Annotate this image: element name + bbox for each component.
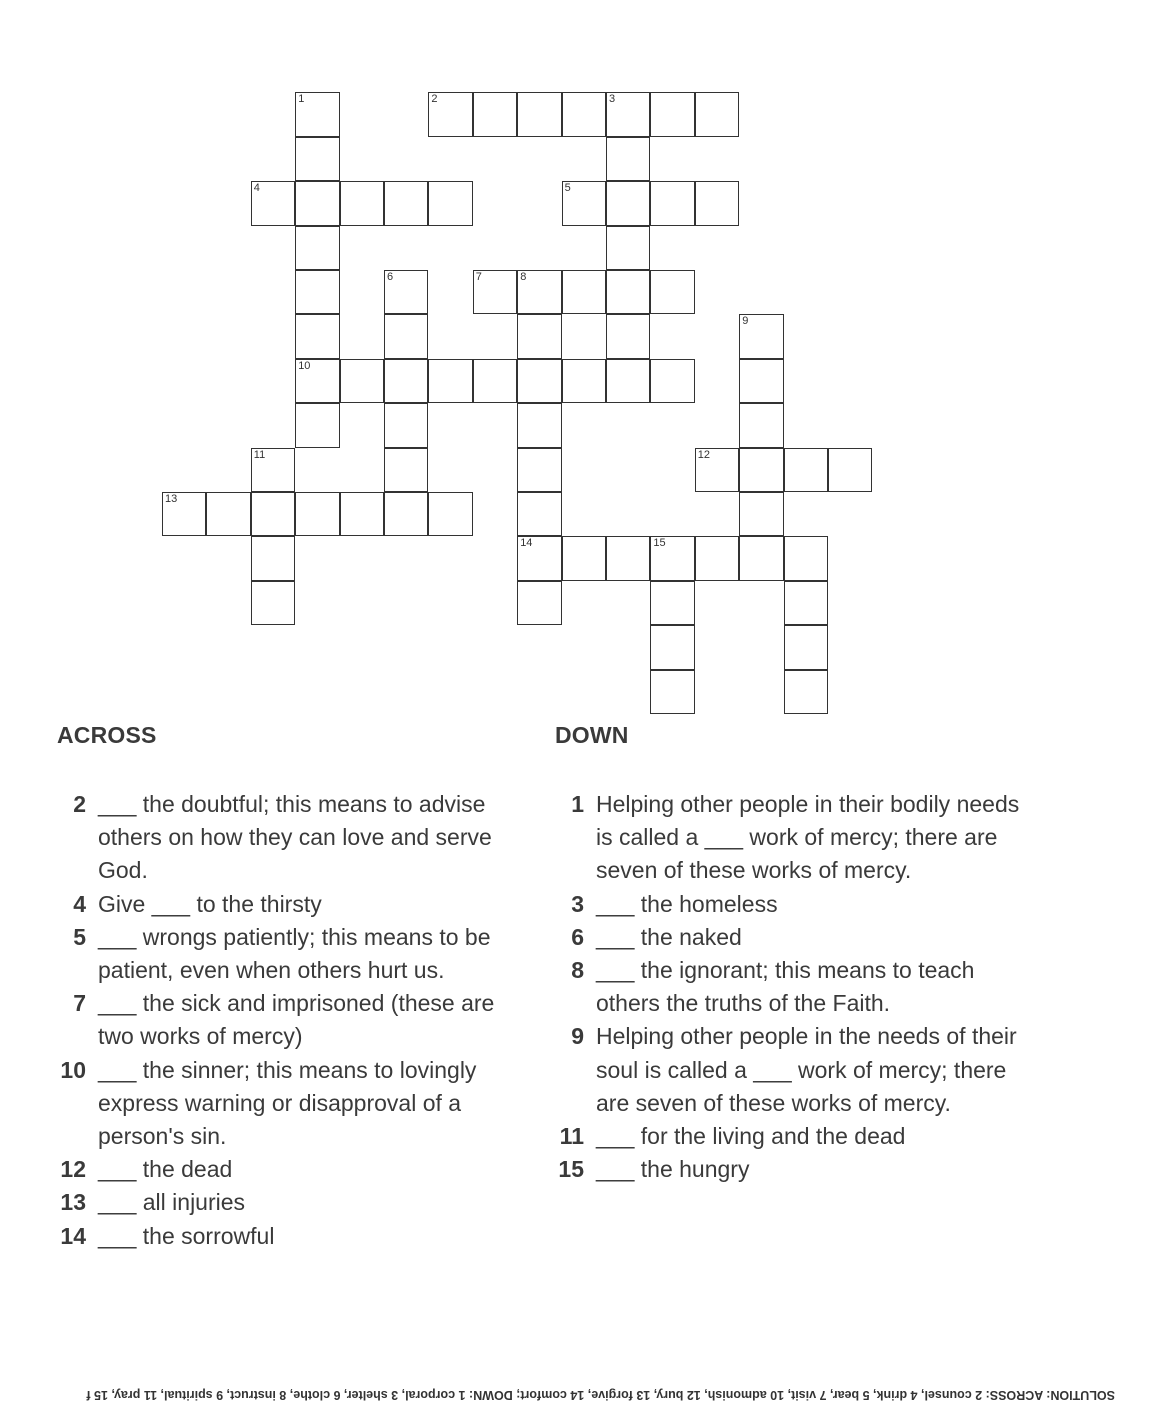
grid-cell[interactable] — [428, 181, 472, 225]
grid-cell[interactable] — [295, 226, 339, 270]
grid-cell[interactable] — [650, 181, 694, 225]
grid-cell[interactable] — [384, 448, 428, 492]
grid-cell[interactable] — [428, 359, 472, 403]
grid-cell[interactable] — [739, 448, 783, 492]
grid-cell[interactable] — [206, 492, 250, 536]
down-clue — [554, 954, 1024, 1020]
grid-cell[interactable] — [606, 536, 650, 580]
grid-cell[interactable] — [517, 270, 561, 314]
grid-cell[interactable] — [650, 581, 694, 625]
down-heading: DOWN — [555, 722, 629, 748]
cell-number: 11 — [253, 448, 266, 461]
cell-number: 4 — [253, 182, 260, 195]
across-clue — [56, 1186, 516, 1219]
solution-key: SOLUTION: ACROSS: 2 counsel, 4 drink, 5 bear, 7 visit, 10 admonish, 12 bury, 13 forgive, 14 comfort; DOWN: 1 corporal, 3 shelter, 6 clothe, 8 instruct, 9 spiritual, 11 pray, 15 f — [86, 1388, 1115, 1402]
clue-text: ___ the sinner; this means to lovingly express warning or disapproval of a person's sin. — [98, 1056, 477, 1150]
clue-number: 5 — [73, 923, 86, 950]
cell-number: 15 — [653, 537, 666, 550]
crossword-grid — [0, 0, 1161, 700]
clue-number: 2 — [73, 791, 86, 817]
grid-cell[interactable] — [739, 492, 783, 536]
grid-cell[interactable] — [650, 270, 694, 314]
grid-cell[interactable] — [606, 137, 650, 181]
across-clue — [56, 987, 516, 1053]
across-clue — [56, 788, 516, 888]
across-clue — [56, 1054, 516, 1154]
clue-number: 1 — [571, 791, 584, 817]
grid-cell[interactable] — [784, 625, 828, 669]
grid-cell[interactable] — [340, 492, 384, 536]
clue-text: ___ the homeless — [596, 890, 778, 917]
cell-number: 2 — [431, 93, 438, 106]
cell-number: 1 — [298, 93, 305, 106]
grid-cell[interactable] — [384, 270, 428, 314]
across-clue — [56, 921, 516, 987]
grid-cell[interactable] — [384, 403, 428, 447]
clue-text: ___ the doubtful; this means to advise others on how they can love and serve God. — [98, 791, 492, 884]
clue-text: Give ___ to the thirsty — [98, 890, 322, 917]
cell-number: 6 — [387, 271, 394, 283]
grid-cell[interactable] — [650, 92, 694, 136]
grid-cell[interactable] — [739, 314, 783, 358]
grid-cell[interactable] — [251, 448, 295, 492]
grid-cell[interactable] — [251, 536, 295, 580]
cell-number: 3 — [609, 93, 616, 106]
clue-number: 12 — [60, 1156, 86, 1183]
grid-cell[interactable] — [650, 670, 694, 714]
across-clue — [56, 1153, 516, 1186]
grid-cell[interactable] — [251, 581, 295, 625]
cell-number: 10 — [298, 359, 311, 372]
clue-text: ___ for the living and the dead — [596, 1123, 906, 1150]
clue-text: ___ the hungry — [596, 1156, 750, 1183]
grid-cell[interactable] — [695, 92, 739, 136]
grid-cell[interactable] — [517, 92, 561, 136]
grid-cell[interactable] — [695, 536, 739, 580]
grid-cell[interactable] — [784, 670, 828, 714]
grid-cell[interactable] — [695, 181, 739, 225]
grid-cell[interactable] — [784, 448, 828, 492]
clue-number: 10 — [60, 1056, 86, 1083]
clue-text: ___ wrongs patiently; this means to be patient, even when others hurt us. — [98, 923, 491, 984]
grid-cell[interactable] — [517, 581, 561, 625]
down-clue-list — [554, 788, 1024, 1186]
clue-number: 7 — [73, 990, 86, 1017]
across-clue — [56, 1220, 516, 1253]
clue-number: 4 — [73, 890, 86, 917]
grid-cell[interactable] — [739, 403, 783, 447]
grid-cell[interactable] — [739, 359, 783, 403]
clue-number: 15 — [558, 1156, 584, 1183]
clue-text: ___ the ignorant; this means to teach others the truths of the Faith. — [596, 957, 975, 1017]
grid-cell[interactable] — [384, 181, 428, 225]
down-clue — [554, 921, 1024, 954]
cell-number: 13 — [165, 493, 178, 505]
across-heading: ACROSS — [57, 722, 157, 748]
cell-number: 14 — [520, 537, 533, 550]
grid-cell[interactable] — [650, 536, 694, 580]
grid-cell[interactable] — [251, 181, 295, 225]
grid-cell[interactable] — [562, 181, 606, 225]
grid-cell[interactable] — [295, 403, 339, 447]
across-clue-list — [56, 788, 516, 1253]
clue-text: ___ all injuries — [98, 1189, 246, 1216]
grid-cell[interactable] — [428, 492, 472, 536]
grid-cell[interactable] — [295, 181, 339, 225]
grid-cell[interactable] — [295, 137, 339, 181]
down-clue — [554, 788, 1024, 888]
grid-cell[interactable] — [562, 359, 606, 403]
grid-cell[interactable] — [562, 270, 606, 314]
grid-cell[interactable] — [295, 492, 339, 536]
grid-cell[interactable] — [473, 270, 517, 314]
grid-cell[interactable] — [340, 359, 384, 403]
grid-cell[interactable] — [517, 536, 561, 580]
clue-text: Helping other people in the needs of their soul is called a ___ work of mercy; there are seven of these works of mercy. — [596, 1023, 1017, 1116]
grid-cell[interactable] — [340, 181, 384, 225]
grid-cell[interactable] — [650, 625, 694, 669]
clue-number: 8 — [571, 957, 584, 984]
grid-cell[interactable] — [562, 536, 606, 580]
grid-cell[interactable] — [384, 359, 428, 403]
grid-cell[interactable] — [517, 359, 561, 403]
clue-text: ___ the dead — [98, 1156, 233, 1183]
cell-number: 5 — [564, 182, 571, 195]
grid-cell[interactable] — [739, 536, 783, 580]
grid-cell[interactable] — [784, 536, 828, 580]
cell-number: 9 — [742, 315, 749, 328]
cell-number: 8 — [520, 271, 527, 283]
grid-cell[interactable] — [828, 448, 872, 492]
grid-cell[interactable] — [162, 492, 206, 536]
grid-cell[interactable] — [606, 181, 650, 225]
grid-cell[interactable] — [251, 492, 295, 536]
clue-number: 3 — [571, 890, 584, 917]
grid-cell[interactable] — [606, 92, 650, 136]
clue-number: 11 — [559, 1123, 584, 1150]
grid-cell[interactable] — [295, 92, 339, 136]
down-clue — [554, 1153, 1024, 1186]
grid-cell[interactable] — [295, 359, 339, 403]
down-clue — [554, 1020, 1024, 1120]
down-clue — [554, 1120, 1024, 1153]
clue-number: 13 — [60, 1189, 86, 1216]
grid-cell[interactable] — [384, 492, 428, 536]
grid-cell[interactable] — [295, 270, 339, 314]
grid-cell[interactable] — [784, 581, 828, 625]
grid-cell[interactable] — [473, 92, 517, 136]
grid-cell[interactable] — [517, 403, 561, 447]
across-clue — [56, 888, 516, 921]
clue-number: 9 — [571, 1023, 584, 1050]
grid-cell[interactable] — [606, 270, 650, 314]
clue-number: 14 — [60, 1222, 86, 1249]
down-clue — [554, 888, 1024, 921]
grid-cell[interactable] — [517, 492, 561, 536]
clue-text: ___ the sorrowful — [98, 1222, 275, 1249]
grid-cell[interactable] — [562, 92, 606, 136]
grid-cell[interactable] — [428, 92, 472, 136]
grid-cell[interactable] — [384, 314, 428, 358]
grid-cell[interactable] — [650, 359, 694, 403]
cell-number: 12 — [697, 448, 711, 461]
clue-number: 6 — [571, 923, 584, 950]
grid-cell[interactable] — [606, 359, 650, 403]
grid-cell[interactable] — [695, 448, 739, 492]
grid-cell[interactable] — [473, 359, 517, 403]
grid-cell[interactable] — [295, 314, 339, 358]
grid-cell[interactable] — [517, 448, 561, 492]
cell-number: 7 — [475, 271, 482, 283]
clue-text: ___ the sick and imprisoned (these are two works of mercy) — [98, 990, 495, 1050]
clue-text: Helping other people in their bodily needs is called a ___ work of mercy; there are seven of these works of mercy. — [596, 791, 1020, 884]
grid-cell[interactable] — [517, 314, 561, 358]
clue-text: ___ the naked — [596, 923, 742, 950]
grid-cell[interactable] — [606, 314, 650, 358]
grid-cell[interactable] — [606, 226, 650, 270]
